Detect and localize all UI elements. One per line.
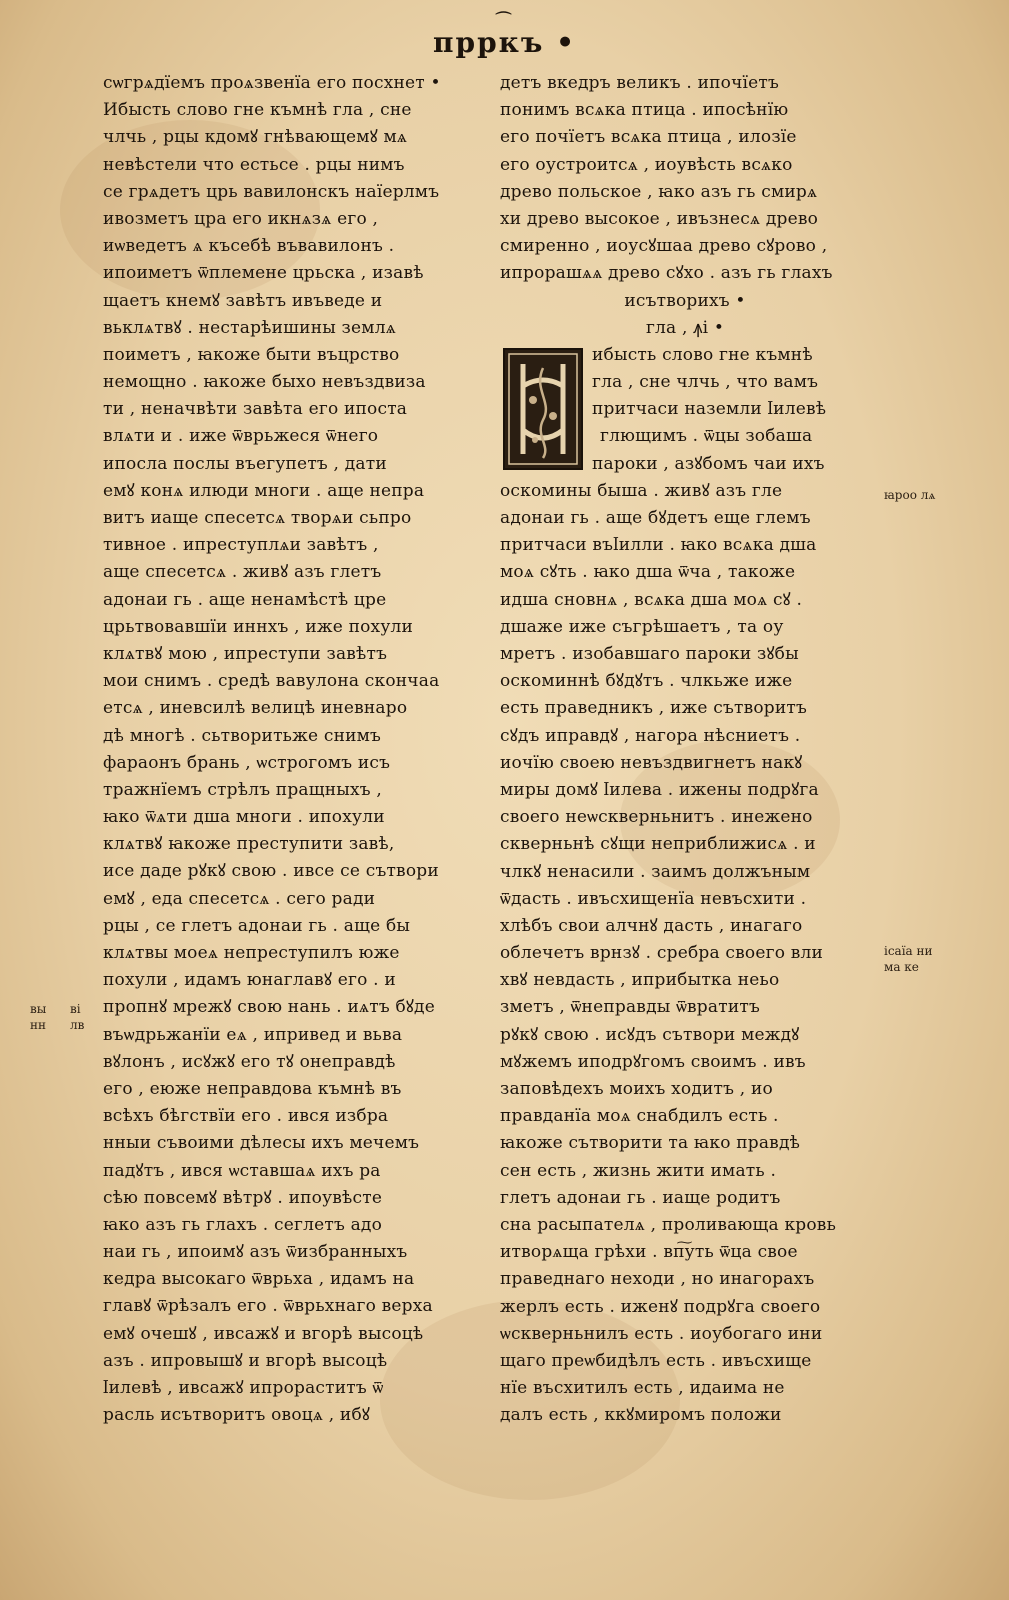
text-line: црьтвовавшїи иннхъ , иже похули [103, 616, 414, 637]
margin-note: ві [70, 1002, 81, 1016]
text-line: хи древо высокое , ивъзнесѧ древо [500, 208, 819, 229]
text-line: его почїетъ всѧка птица , илозїе [500, 127, 797, 148]
text-line: его , еюже неправдова къмнѣ въ [103, 1078, 402, 1099]
text-line: исе даде рꙋкꙋ свою . ивсе се сътвори [103, 861, 439, 882]
page-header [0, 10, 1009, 59]
text-line: далъ есть , ккꙋмиромъ положи [500, 1405, 782, 1426]
text-line: клѧтвꙋ ꙗкоже преступити завѣ, [103, 834, 395, 855]
text-line: етсѧ , иневсилѣ велицѣ иневнаро [103, 698, 408, 719]
text-line: глетъ адонаи гь . иаще родитъ [500, 1187, 781, 1208]
text-line: вьклѧтвꙋ . нестарѣишины землѧ [103, 317, 396, 338]
text-line: ꙗкоже сътворити та ꙗко правдѣ [500, 1133, 801, 1154]
text-line: правданїа моѧ снабдилъ есть . [500, 1106, 779, 1127]
text-line: детъ вкедръ великъ . ипочїетъ [500, 73, 780, 93]
text-line: оскомины быша . живꙋ азъ гле [500, 480, 783, 501]
text-line: скверньнѣ сꙋщи неприближисѧ . и [500, 834, 816, 855]
text-line: сен есть , жизнь жити имать . [500, 1160, 777, 1181]
text-line: ипрорашѧѧ древо сꙋхо . азъ гь глахъ [500, 263, 833, 284]
text-line: азъ . ипровышꙋ и вгорѣ высоцѣ [103, 1350, 388, 1371]
header-titlo: ⌒ [495, 10, 514, 29]
left-text-column [103, 70, 478, 1429]
text-line: кедра высокаго ѿврьха , идамъ на [103, 1269, 415, 1290]
text-line: немощно . ꙗкоже быхо невъздвиза [103, 372, 426, 393]
centered-line: исътворихъ • [624, 290, 746, 311]
text-line: клѧтвꙋ мою , ипреступи завѣтъ [103, 643, 388, 664]
text-line: итворѧща грѣхи . вп͠уть ѿца свое [500, 1242, 798, 1263]
text-line: ӏилевѣ , ивсажꙋ ипрораститъ ѿ [103, 1378, 384, 1398]
margin-note: ісаїа ни [884, 944, 933, 958]
text-line: мои снимъ . средѣ вавулона скончаа [103, 671, 440, 692]
text-line: ибысть слово гне къмнѣ [592, 344, 813, 365]
text-line: гла , сне члчь , что вамъ [592, 372, 819, 393]
text-line: смиренно , иоусꙋшаа древо сꙋрово , [500, 236, 828, 257]
text-line: идша сновнѧ , всѧка дша моѧ сꙋ . [500, 589, 803, 610]
text-line: ꙗко азъ гь глахъ . сеглетъ адо [103, 1214, 383, 1235]
margin-note: ма ке [884, 960, 919, 974]
text-line: есть праведникъ , иже сътворитъ [500, 698, 808, 719]
text-line: щаетъ кнемꙋ завѣтъ ивъведе и [103, 290, 383, 311]
text-line: жерлъ есть . иженꙋ подрꙋга своего [500, 1296, 821, 1317]
text-line: щаго преѡбидѣлъ есть . ивъсхищe [500, 1350, 812, 1371]
text-line: емꙋ , еда спесетсѧ . сего ради [103, 888, 376, 909]
text-line: члчь , рцы кдомꙋ гнѣвающемꙋ мѧ [103, 127, 408, 148]
text-line: иочїю своею невъздвигнетъ накꙋ [500, 752, 803, 773]
text-line: тивное . ипреступлѧи завѣтъ , [103, 535, 379, 556]
chapter-heading: гла , ꙟі • [645, 317, 725, 338]
text-line: ꙗко ѿѧти дша многи . ипохули [103, 807, 385, 828]
margin-note: нн [30, 1018, 46, 1032]
text-line: ти , неначвѣти завѣта его ипоста [103, 399, 408, 420]
text-line: сꙋдъ иправдꙋ , нагора нѣсниетъ . [500, 725, 801, 746]
text-line: адонаи гь . аще бꙋдетъ еще глемъ [500, 508, 811, 529]
text-line: мретъ . изобавшаго пароки зꙋбы [500, 644, 799, 664]
text-line: тражнїемъ стрѣлъ пращныхъ , [103, 779, 383, 800]
text-line: падꙋтъ , ився ѡставшаѧ ихъ ра [103, 1160, 381, 1181]
text-line: главꙋ ѿрѣзалъ его . ѿврьхнаго верха [103, 1296, 433, 1317]
margin-note: вы [30, 1002, 47, 1016]
text-line: его оустроитсѧ , иоувѣсть всѧко [500, 154, 793, 175]
right-text-column [500, 70, 870, 1429]
text-line: нныи съвоими дѣлесы ихъ мечемъ [103, 1133, 420, 1154]
text-line: сна расыпателѧ , проливающа кровь [500, 1214, 837, 1235]
text-line: ѡскверньнилъ есть . иоубогаго ини [500, 1323, 823, 1344]
text-line: вꙋлонъ , исꙋжꙋ его тꙋ онеправдѣ [103, 1051, 396, 1072]
text-line: древо польское , ꙗко азъ гь смирѧ [500, 181, 818, 202]
text-line: Ибысть слово гне къмнѣ гла , сне [103, 100, 412, 121]
text-line: се грѧдетъ црь вавилонскъ наїерлмъ [103, 181, 440, 202]
text-line: фараонъ брань , ѡстрогомъ исъ [103, 752, 391, 773]
text-line: невѣстели что естьсе . рцы нимъ [103, 154, 405, 175]
decorated-initial-icon [503, 348, 583, 470]
text-line: ѿдасть . ивъсхищенїа невъсхити . [500, 888, 807, 909]
text-line: своего неѡскверньнитъ . инежено [500, 807, 813, 828]
text-line: клѧтвы моеѧ непреступилъ юже [103, 943, 400, 963]
text-line: ипосла послы въегупетъ , дати [103, 453, 387, 474]
text-line: притчаси въӏилли . ꙗко всѧка дша [500, 535, 817, 556]
text-line: расль исътворитъ овоцѧ , ибꙋ [103, 1405, 371, 1426]
right-column-bottom-text [500, 478, 870, 1430]
text-line: облечетъ врнзꙋ . сребра своего вли [500, 943, 824, 964]
text-line: адонаи гь . аще ненамѣстѣ цре [103, 589, 387, 610]
text-line: ипоиметъ ѿплемене црьска , изавѣ [103, 263, 424, 284]
text-line: рꙋкꙋ свою . исꙋдъ сътвори междꙋ [500, 1024, 800, 1045]
text-line: заповѣдехъ моихъ ходитъ , ио [500, 1079, 773, 1099]
text-line: поиметъ , ꙗкоже быти въцрство [103, 344, 400, 365]
page-title: прркъ • [433, 26, 576, 59]
text-line: пароки , азꙋбомъ чаи ихъ [592, 453, 825, 474]
text-line: сѡгрѧдїемъ проѧзвенїа его посхнет • [103, 73, 441, 93]
text-line: аще спесетсѧ . живꙋ азъ глетъ [103, 562, 382, 583]
right-column-top-text [500, 70, 870, 288]
text-line: праведнаго неходи , но инагорахъ [500, 1269, 815, 1290]
text-line: дшаже иже съгрѣшаетъ , та оу [500, 616, 784, 637]
text-line: хвꙋ невдасть , иприбытка неьо [500, 970, 780, 991]
text-line: влѧти и . иже ѿврьжеся ѿнего [103, 426, 379, 447]
initial-block [500, 342, 870, 478]
text-line: емꙋ очешꙋ , ивсажꙋ и вгорѣ высоцѣ [103, 1323, 424, 1344]
text-line: глющимъ . ѿцы зобаша [600, 426, 813, 447]
text-line: дѣ многѣ . сьтворитьже снимъ [103, 725, 382, 746]
text-line: ивозметъ цра его икнѧзѧ его , [103, 208, 379, 229]
text-line: рцы , се глетъ адонаи гь . аще бы [103, 915, 411, 936]
text-line: миры домꙋ ӏилева . ижены подрꙋга [500, 779, 819, 800]
text-line: всѣхъ бѣгствїи его . ився избра [103, 1106, 389, 1127]
text-line: хлѣбъ свои алчнꙋ дасть , инагаго [500, 915, 803, 936]
text-line: зметъ , ѿнеправды ѿвратитъ [500, 997, 760, 1018]
text-line: понимъ всѧка птица . ипосѣнїю [500, 100, 789, 121]
text-line: похули , идамъ юнаглавꙋ его . и [103, 970, 396, 991]
text-line: витъ иаще спесетсѧ творѧи сьпро [103, 508, 412, 528]
margin-note: ꙗроо лѧ [884, 488, 936, 502]
text-line: нїе въсхитилъ есть , идаима не [500, 1378, 785, 1399]
text-line: пропнꙋ мрежꙋ свою нань . иѧтъ бꙋде [103, 997, 435, 1018]
text-line: въѡдрьжанїи еѧ , ипривед и вьва [103, 1024, 403, 1045]
text-line: мꙋжемъ иподрꙋгомъ своимъ . ивъ [500, 1051, 806, 1072]
text-line: оскоминнѣ бꙋдꙋтъ . члкьже иже [500, 671, 793, 692]
margin-note: лв [70, 1018, 85, 1032]
text-line: сѣю повсемꙋ вѣтрꙋ . ипоувѣсте [103, 1187, 383, 1208]
text-line: емꙋ конѧ илюди многи . аще непра [103, 480, 425, 501]
text-line: притчаси наземли ӏилевѣ [592, 399, 827, 420]
text-line: иѡведетъ ѧ късебѣ въвавилонъ . [103, 236, 395, 257]
text-line: члкꙋ ненасили . заимъ должъным [500, 861, 811, 882]
text-line: наи гь , ипоимꙋ азъ ѿизбранныхъ [103, 1242, 408, 1263]
text-line: моѧ сꙋть . ꙗко дша ѿча , такожe [500, 562, 796, 583]
